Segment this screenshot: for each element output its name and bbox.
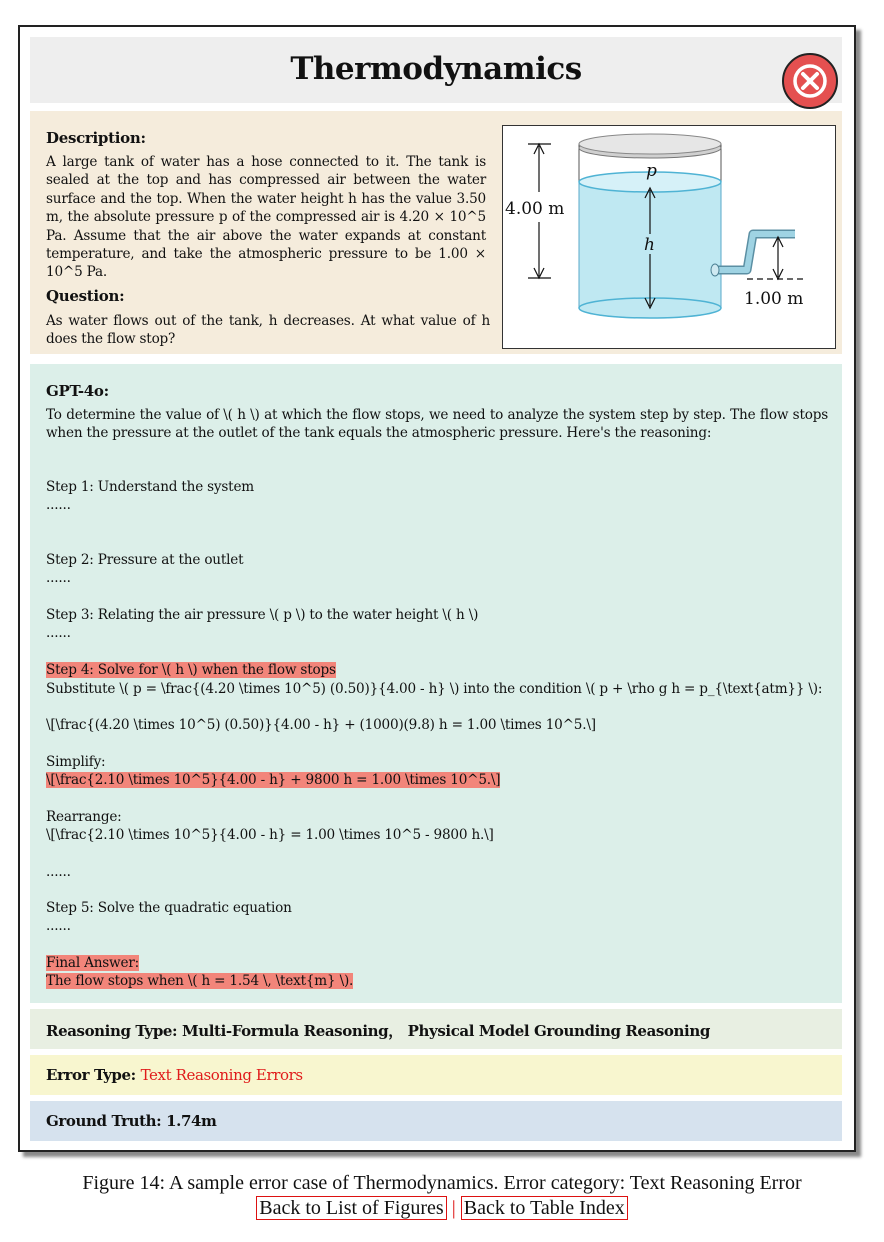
question-label: Question: xyxy=(46,287,125,305)
ellipsis-3: ...... xyxy=(46,625,71,641)
question-text: As water flows out of the tank, h decreases. At what value of h does the flow stop? xyxy=(46,313,490,348)
page-title: Thermodynamics xyxy=(290,51,582,87)
step-1: Step 1: Understand the system xyxy=(46,479,254,495)
step-5: Step 5: Solve the quadratic equation xyxy=(46,900,292,916)
final-answer-text: The flow stops when \( h = 1.54 \, \text{m} \). xyxy=(46,973,354,989)
figure-caption: Figure 14: A sample error case of Thermodynamics. Error category: Text Reasoning Error xyxy=(82,1172,802,1194)
equation-3: \[\frac{2.10 \times 10^5}{4.00 - h} = 1.00 \times 10^5 - 9800 h.\] xyxy=(46,827,494,843)
model-response xyxy=(30,364,842,1003)
rearrange-label: Rearrange: xyxy=(46,809,122,825)
label-p: p xyxy=(646,161,657,181)
ellipsis-4: ...... xyxy=(46,864,71,880)
ellipsis-5: ...... xyxy=(46,918,71,934)
equation-2-highlight: \[\frac{2.10 \times 10^5}{4.00 - h} + 9800 h = 1.00 \times 10^5.\] xyxy=(46,772,501,788)
step-4-highlight: Step 4: Solve for \( h \) when the flow stops xyxy=(46,662,336,678)
ground-truth-label: Ground Truth: xyxy=(46,1112,162,1130)
reasoning-type-label: Reasoning Type: xyxy=(46,1022,178,1040)
error-type-value: Text Reasoning Errors xyxy=(140,1066,303,1084)
substitute-text: Substitute \( p = \frac{(4.20 \times 10^5) (0.50)}{4.00 - h} \) into the condition \( p + \rho g h = p_{\text{atm}} \): xyxy=(46,681,823,697)
ground-truth-strip xyxy=(30,1101,842,1141)
back-to-tables-link[interactable]: Back to Table Index xyxy=(461,1196,628,1220)
back-to-figures-link[interactable]: Back to List of Figures xyxy=(256,1196,446,1220)
title-bar xyxy=(30,37,842,103)
label-outlet-height: 1.00 m xyxy=(744,289,804,309)
response-intro: To determine the value of \( h \) at which the flow stops, we need to analyze the system step by step. The flow stops when the pressure at the outlet of the tank equals the atmospheric pressure. Here's the reasoning: xyxy=(46,407,828,442)
error-case-card xyxy=(18,25,856,1152)
error-type-label: Error Type: xyxy=(46,1066,136,1084)
problem-section xyxy=(30,111,842,354)
description-text: A large tank of water has a hose connected to it. The tank is sealed at the top and has compressed air between the water surface and the top. When the water height h has the value 3.50 m, the absolute pressure p of the compressed air is 4.20 × 10^5 Pa. Assume that the air above the water expands at constant temperature, and take the atmospheric pressure to be 1.00 × 10^5 Pa. xyxy=(46,154,486,281)
ellipsis-1: ...... xyxy=(46,497,71,513)
error-type-strip xyxy=(30,1055,842,1095)
equation-1: \[\frac{(4.20 \times 10^5) (0.50)}{4.00 - h} + (1000)(9.8) h = 1.00 \times 10^5.\] xyxy=(46,717,596,733)
description-label: Description: xyxy=(46,129,146,147)
caption-nav xyxy=(0,1196,884,1220)
model-label: GPT-4o: xyxy=(46,382,109,400)
step-2: Step 2: Pressure at the outlet xyxy=(46,552,244,568)
nav-separator: | xyxy=(451,1197,456,1219)
reasoning-type-value: Multi-Formula Reasoning， Physical Model Grounding Reasoning xyxy=(182,1022,710,1040)
simplify-label: Simplify: xyxy=(46,754,106,770)
ellipsis-2: ...... xyxy=(46,570,71,586)
label-h: h xyxy=(644,235,655,255)
x-circle-icon xyxy=(782,53,838,109)
step-3: Step 3: Relating the air pressure \( p \) to the water height \( h \) xyxy=(46,607,479,623)
tank-diagram xyxy=(502,125,836,349)
ground-truth-value: 1.74m xyxy=(166,1112,217,1130)
final-answer-label: Final Answer: xyxy=(46,955,140,971)
reasoning-type-strip xyxy=(30,1009,842,1049)
label-tank-height: 4.00 m xyxy=(505,199,565,219)
